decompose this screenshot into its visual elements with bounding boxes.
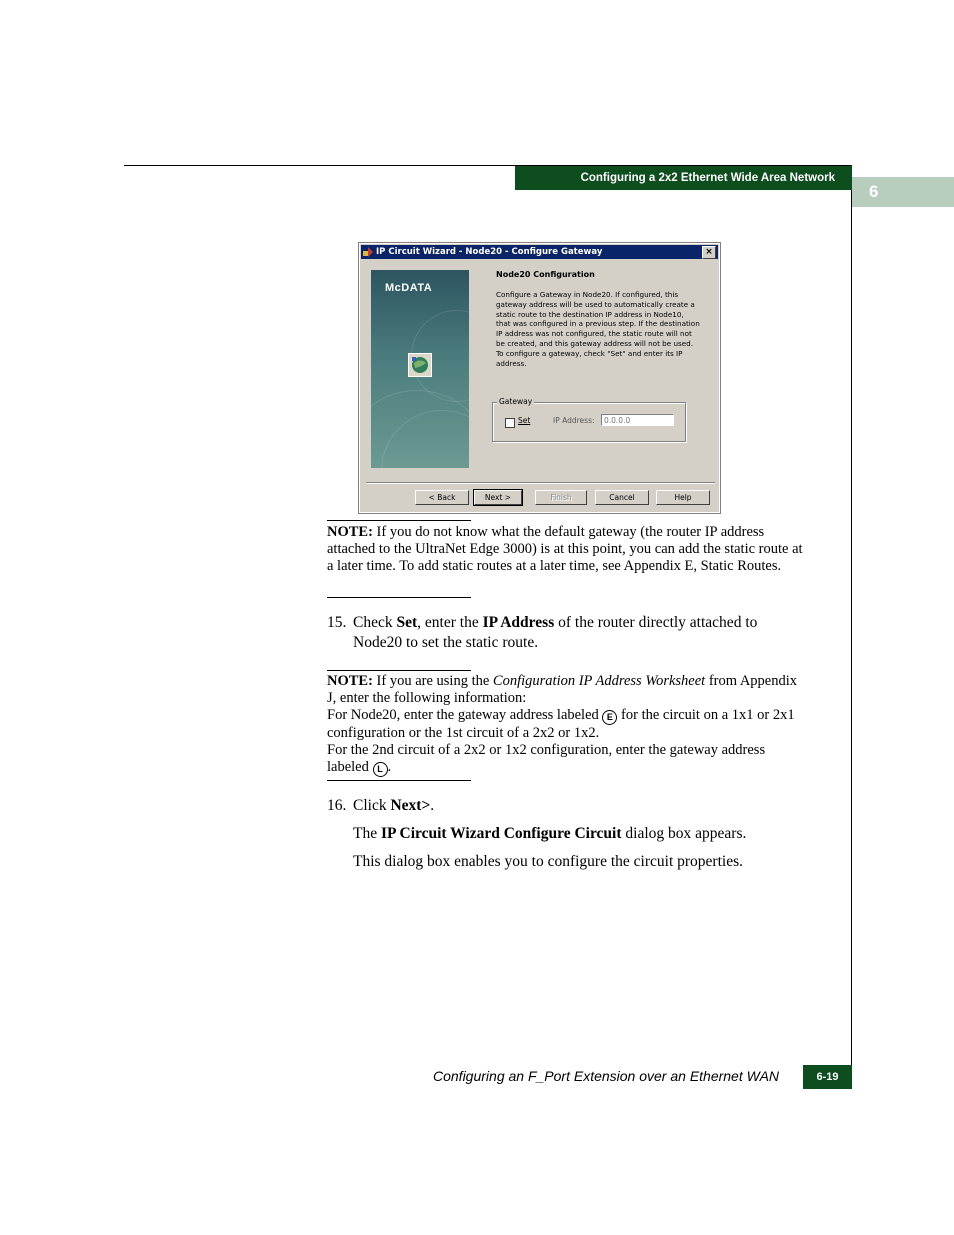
label-e-icon: E bbox=[602, 710, 617, 725]
dialog-purpose-paragraph: This dialog box enables you to configure the circuit properties. bbox=[353, 853, 743, 870]
wizard-app-icon bbox=[363, 247, 373, 257]
wizard-description: Configure a Gateway in Node20. If configured, this gateway address will be used to automatically create a static route to the destination IP address in Node10, that was configured in a previous step. If the destination IP address was not configured, the static route will not be created, and this gateway address will not be used. To configure a gateway, check "Set" and enter its IP address. bbox=[496, 290, 700, 368]
margin-rule bbox=[851, 165, 852, 1089]
label-l-icon: L bbox=[373, 762, 388, 777]
dialog-title: IP Circuit Wizard - Node20 - Configure Gateway bbox=[376, 247, 603, 257]
note-line-3: For the 2nd circuit of a 2x2 or 1x2 configuration, enter the gateway address labeled L . bbox=[327, 742, 766, 775]
set-checkbox[interactable] bbox=[505, 418, 515, 428]
step-number: 15. bbox=[327, 614, 347, 631]
chapter-tab: 6 bbox=[852, 177, 954, 207]
running-header: Configuring a 2x2 Ethernet Wide Area Network bbox=[515, 166, 852, 190]
note-worksheet bbox=[327, 673, 805, 777]
note-line-2: For Node20, enter the gateway address labeled E for the circuit on a 1x1 or 2x1 configuration or the 1st circuit of a 2x2 or 1x2. bbox=[327, 707, 795, 741]
step-text: Check Set, enter the IP Address of the router directly attached to Node20 to set the static route. bbox=[353, 614, 758, 651]
note-rule-bottom bbox=[327, 780, 471, 781]
note-rule-top bbox=[327, 520, 471, 521]
dialog-titlebar bbox=[361, 245, 718, 259]
finish-button[interactable]: Finish bbox=[535, 490, 587, 505]
note-rule-top bbox=[327, 670, 471, 671]
note-label: NOTE: bbox=[327, 524, 373, 540]
back-button[interactable]: < Back bbox=[415, 490, 469, 505]
step-number: 16. bbox=[327, 797, 347, 814]
wizard-dialog bbox=[359, 243, 720, 513]
note-text: If you do not know what the default gateway (the router IP address attached to the UltraNet Edge 3000) is at this point, you can add the static route at a later time. To add static routes at a later time, see Appendix E, Static Routes. bbox=[327, 524, 803, 574]
step-15 bbox=[327, 613, 805, 653]
button-separator bbox=[366, 482, 715, 484]
cancel-button[interactable]: Cancel bbox=[595, 490, 649, 505]
dialog-appears-paragraph: The IP Circuit Wizard Configure Circuit dialog box appears. bbox=[353, 825, 747, 842]
wizard-page-heading: Node20 Configuration bbox=[496, 270, 595, 279]
running-footer: Configuring an F_Port Extension over an Ethernet WAN bbox=[433, 1068, 780, 1084]
globe-icon bbox=[408, 353, 432, 377]
gateway-group-label: Gateway bbox=[499, 397, 533, 406]
note-line-1: NOTE: If you are using the Configuration IP Address Worksheet from Appendix J, enter the following information: bbox=[327, 673, 798, 706]
close-icon[interactable]: × bbox=[702, 246, 716, 259]
step-text: Click Next>. bbox=[353, 797, 435, 814]
step-16 bbox=[327, 796, 805, 816]
help-button[interactable]: Help bbox=[656, 490, 710, 505]
page-number: 6-19 bbox=[803, 1065, 852, 1089]
ip-address-label: IP Address: bbox=[553, 416, 595, 425]
set-checkbox-label[interactable]: Set bbox=[518, 416, 531, 425]
note-rule-bottom bbox=[327, 597, 471, 598]
wizard-side-panel bbox=[371, 270, 469, 468]
next-button[interactable]: Next > bbox=[474, 490, 522, 505]
note-gateway bbox=[327, 524, 805, 575]
brand-logo: McDATA bbox=[385, 282, 433, 294]
ip-address-field[interactable]: 0.0.0.0 bbox=[601, 414, 674, 426]
